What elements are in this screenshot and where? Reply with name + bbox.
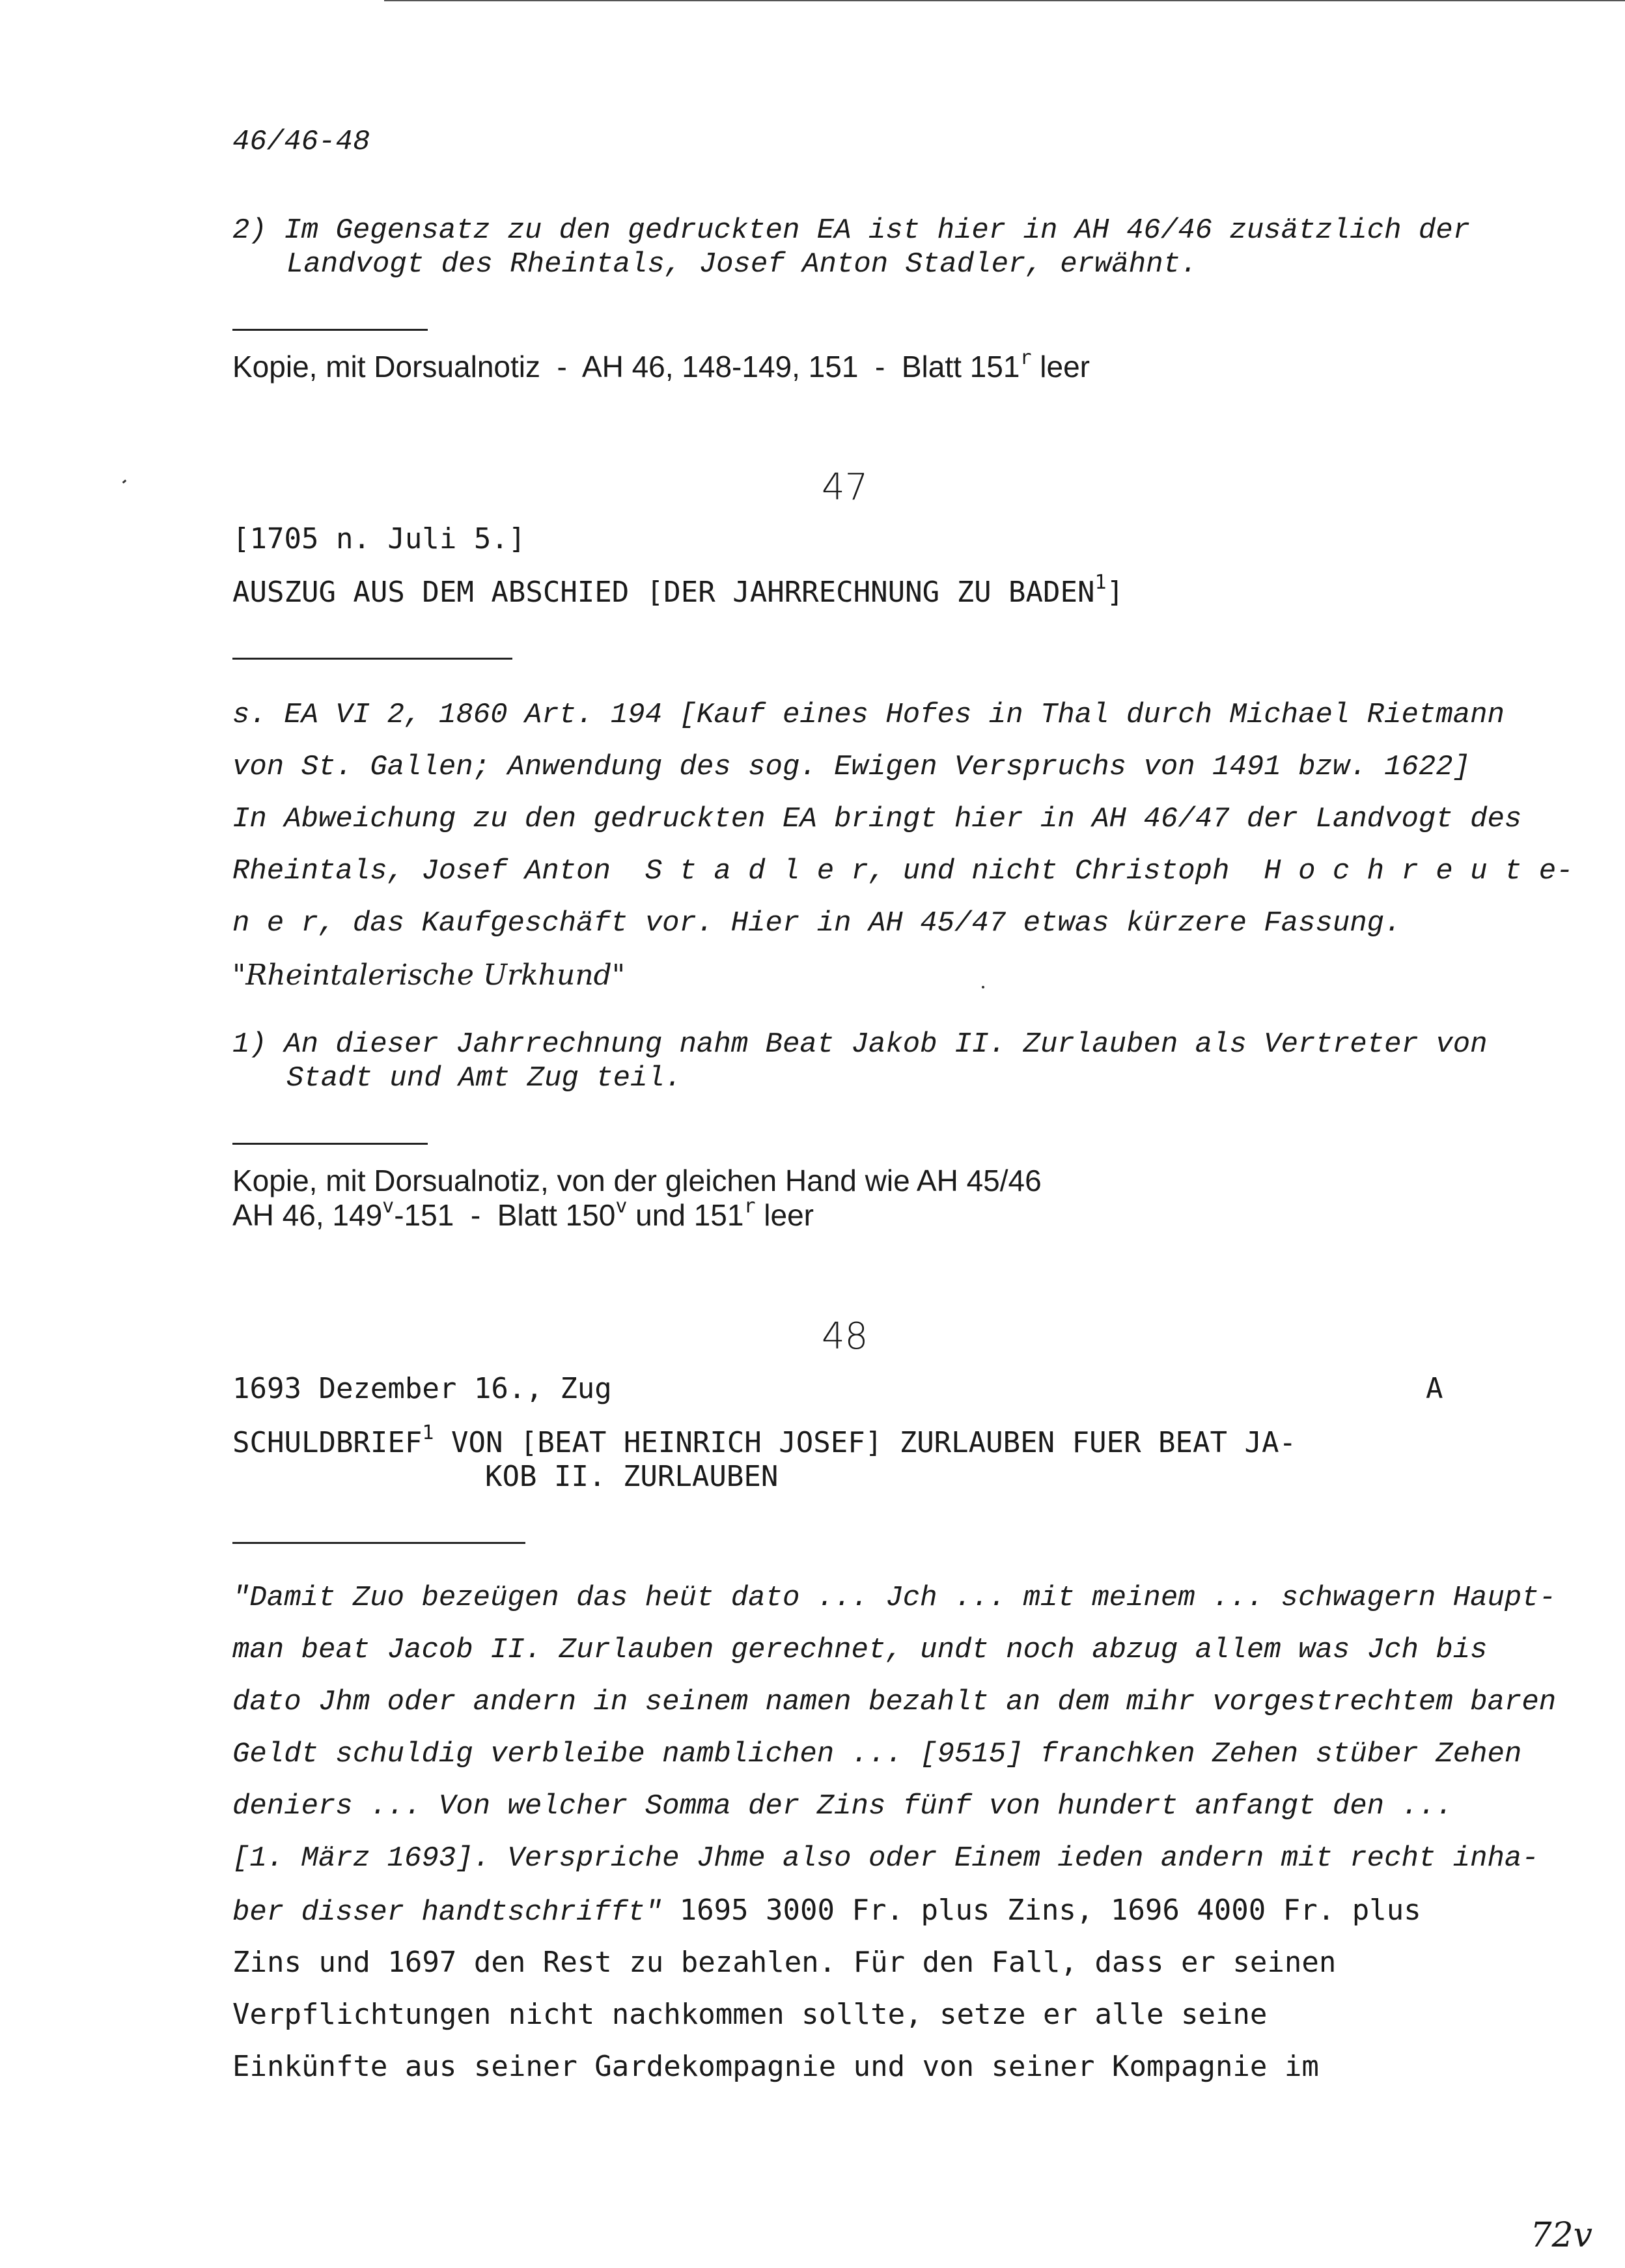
- kopie-note-47-line-1: Kopie, mit Dorsualnotiz, von der gleichen Hand wie AH 45/46: [232, 1164, 1042, 1197]
- doc-47-text-line: n e r, das Kaufgeschäft vor. Hier in AH 45/47 etwas kürzere Fassung.: [232, 907, 1402, 940]
- handwritten-folio-note: 72v: [1530, 2216, 1592, 2255]
- page-reference: 46/46-48: [232, 126, 370, 158]
- doc-47-text-line: von St. Gallen; Anwendung des sog. Ewigen Verspruchs von 1491 bzw. 1622]: [232, 751, 1471, 783]
- separator-rule: [232, 329, 428, 331]
- separator-rule: [232, 1542, 525, 1544]
- doc-48-title-line-2: KOB II. ZURLAUBEN: [485, 1460, 779, 1493]
- document-number-48: 48: [822, 1315, 868, 1358]
- mixed-text-line: ber disser handtschrifft" 1695 3000 Fr. plus Zins, 1696 4000 Fr. plus: [232, 1894, 1421, 1929]
- quote-line: man beat Jacob II. Zurlauben gerechnet, undt noch abzug allem was Jch bis: [232, 1634, 1488, 1666]
- footnote-2-line-1: 2) Im Gegensatz zu den gedruckten EA ist hier in AH 46/46 zusätzlich der: [232, 214, 1471, 247]
- handwritten-annotation: "Rheintalerische Urkhund": [232, 959, 626, 992]
- kopie-note-46: Kopie, mit Dorsualnotiz - AH 46, 148-149, 151 - Blatt 151$^r$ leer: [232, 346, 1090, 384]
- stray-dot: [982, 986, 984, 988]
- doc-48-title-line-1: SCHULDBRIEF$^1$ VON [BEAT HEINRICH JOSEF] ZURLAUBEN FUER BEAT JA-: [232, 1421, 1296, 1459]
- quote-line: deniers ... Von welcher Somma der Zins fünf von hundert anfangt den ...: [232, 1790, 1453, 1823]
- doc-47-date: [1705 n. Juli 5.]: [232, 522, 526, 555]
- footnote-1-line-1: 1) An dieser Jahrrechnung nahm Beat Jakob II. Zurlauben als Vertreter von: [232, 1028, 1488, 1061]
- quote-line: dato Jhm oder andern in seinem namen bezahlt an dem mihr vorgestrechtem baren: [232, 1686, 1557, 1718]
- body-text-line: Verpflichtungen nicht nachkommen sollte, setze er alle seine: [232, 1998, 1268, 2031]
- document-number-47: 47: [822, 466, 868, 509]
- footnote-2-line-2: Landvogt des Rheintals, Josef Anton Stadler, erwähnt.: [286, 248, 1198, 281]
- margin-mark: [122, 479, 127, 483]
- body-text-line: Einkünfte aus seiner Gardekompagnie und von seiner Kompagnie im: [232, 2050, 1319, 2083]
- doc-48-letter: A: [1426, 1372, 1443, 1405]
- separator-rule: [232, 1143, 428, 1145]
- doc-47-text-line: s. EA VI 2, 1860 Art. 194 [Kauf eines Hofes in Thal durch Michael Rietmann: [232, 699, 1505, 731]
- doc-47-title: AUSZUG AUS DEM ABSCHIED [DER JAHRRECHNUNG ZU BADEN$^1$]: [232, 571, 1124, 609]
- separator-rule: [232, 658, 512, 660]
- quote-line: [1. März 1693]. Verspriche Jhme also oder Einem ieden andern mit recht inha-: [232, 1842, 1539, 1875]
- doc-47-text-line: In Abweichung zu den gedruckten EA bringt hier in AH 46/47 der Landvogt des: [232, 803, 1522, 835]
- kopie-note-47-line-2: AH 46, 149$^v$-151 - Blatt 150$^v$ und 151$^r$ leer: [232, 1195, 814, 1232]
- body-text-line: Zins und 1697 den Rest zu bezahlen. Für den Fall, dass er seinen: [232, 1946, 1337, 1979]
- doc-48-date: 1693 Dezember 16., Zug: [232, 1372, 612, 1405]
- top-border-line: [384, 0, 1625, 1]
- footnote-1-line-2: Stadt und Amt Zug teil.: [286, 1062, 682, 1095]
- quote-line: "Damit Zuo bezeügen das heüt dato ... Jch ... mit meinem ... schwagern Haupt-: [232, 1582, 1557, 1614]
- quote-line: Geldt schuldig verbleibe namblichen ... [9515] franchken Zehen stüber Zehen: [232, 1738, 1522, 1771]
- doc-47-text-line: Rheintals, Josef Anton S t a d l e r, und nicht Christoph H o c h r e u t e-: [232, 855, 1574, 888]
